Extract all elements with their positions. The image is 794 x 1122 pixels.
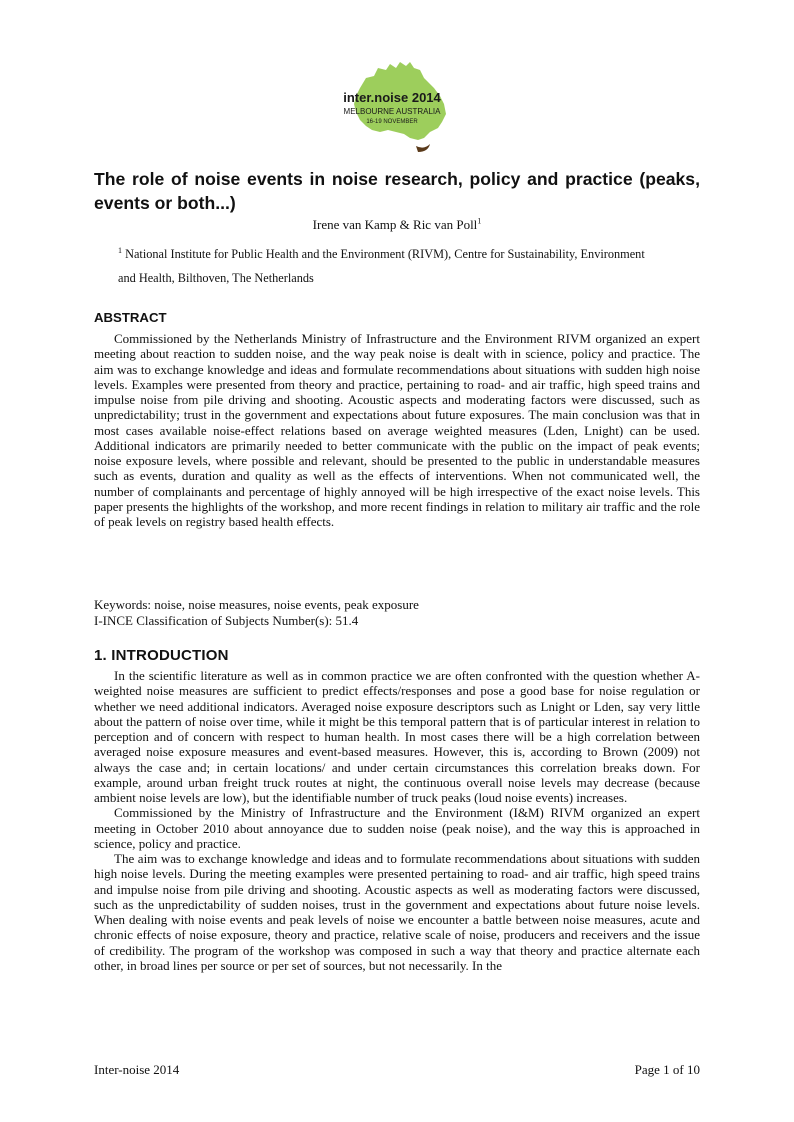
intro-paragraph: Commissioned by the Ministry of Infrastructure and the Environment (I&M) RIVM organized an expert meeting in October 2010 about annoyance due to sudden noise (peak noise), and the way this is approached in science, policy and practice.	[94, 805, 700, 851]
author-names: Irene van Kamp & Ric van Poll	[312, 217, 478, 232]
logo-location-text: MELBOURNE AUSTRALIA	[343, 107, 441, 116]
paper-authors	[94, 216, 700, 234]
keywords-block	[94, 597, 419, 629]
affiliation-line-2: and Health, Bilthoven, The Netherlands	[118, 271, 314, 285]
classification-line: I-INCE Classification of Subjects Number(s): 51.4	[94, 613, 359, 628]
author-affiliation-marker: 1	[477, 216, 482, 226]
footer-page-number: Page 1 of 10	[634, 1062, 700, 1077]
abstract-heading: ABSTRACT	[94, 310, 167, 325]
affiliation-marker: 1	[118, 245, 122, 255]
abstract-paragraph: Commissioned by the Netherlands Ministry of Infrastructure and the Environment RIVM organized an expert meeting about reaction to sudden noise, and the way peak noise is dealt with in science, policy and practice. The aim was to exchange knowledge and ideas and formulate recommendations about situations with sudden high noise levels. Examples were presented from theory and practice, pertaining to road- and air traffic, high speed trains and impulse noise from pile driving and shooting. Acoustic aspects and moderating factors were discussed, such as unpredictability; trust in the government and expectations about future exposures. The main conclusion was that in most cases available noise-effect relations based on average weighted measures (Lden, Lnight) can be used. Additional indicators are primarily needed to better communicate with the public on the impact of peak events; noise exposure levels, where possible and relevant, should be presented to the public in understandable measures such as events, duration and quality as well as the effects of interventions. When not communicated well, the number of complainants and percentage of highly annoyed will be high irrespective of the exact noise levels. This paper presents the highlights of the workshop, and more recent findings in relation to military air traffic and the role of peak levels on registry based health effects.	[94, 331, 700, 529]
introduction-body	[94, 668, 700, 973]
intro-paragraph: The aim was to exchange knowledge and ideas and to formulate recommendations about situations with sudden high noise levels. During the meeting examples were presented pertaining to road- and air traffic, high speed trains and impulse noise from pile driving and shooting. Acoustic aspects as well as moderating factors were discussed, such as the unpredictability of sudden noises, trust in the government and expectations about future noise levels. When dealing with noise events and peak levels of noise we encounter a battle between noise measures, acute and chronic effects of noise exposure, theory and practice, relative scale of noise, producers and receivers and the issue of credibility. The program of the workshop was composed in such a way that theory and practice alternate each other, in broad lines per source or per set of sources, but not necessarily. In the	[94, 851, 700, 973]
logo-dates-text: 16-19 NOVEMBER	[366, 119, 418, 125]
paper-title: The role of noise events in noise research, policy and practice (peaks, events or both...)	[94, 169, 700, 213]
keywords-line: Keywords: noise, noise measures, noise events, peak exposure	[94, 597, 419, 612]
introduction-heading: 1. INTRODUCTION	[94, 647, 229, 664]
logo-brand-text: inter.noise 2014	[343, 90, 441, 105]
abstract-body	[94, 331, 700, 529]
affiliation-line-1: National Institute for Public Health and the Environment (RIVM), Centre for Sustainability, Environment	[125, 247, 645, 261]
conference-logo	[330, 58, 455, 160]
intro-paragraph: In the scientific literature as well as in common practice we are often confronted with the question whether A-weighted noise measures are sufficient to predict effects/responses and pose a good base for noise regulation or whether we need additional indicators. Averaged noise exposure descriptors such as Lnight or Lden, say very little about the pattern of noise over time, while it might be this temporal pattern that is of particular interest in relation to perception and of concern with respect to human health. In most cases there will be a high correlation between averaged noise exposure measures and event-based measures. However, this is, according to Brown (2009) not always the case and; in certain locations/ and under certain circumstances this correlation breaks down. For example, around urban freight truck routes at night, the continuous overall noise levels may decrease (because ambient noise levels are low), but the identifiable number of truck peaks (loud noise events) increases.	[94, 668, 700, 805]
footer-conference: Inter-noise 2014	[94, 1062, 180, 1077]
australia-map-icon	[330, 58, 455, 160]
affiliation	[118, 241, 703, 268]
